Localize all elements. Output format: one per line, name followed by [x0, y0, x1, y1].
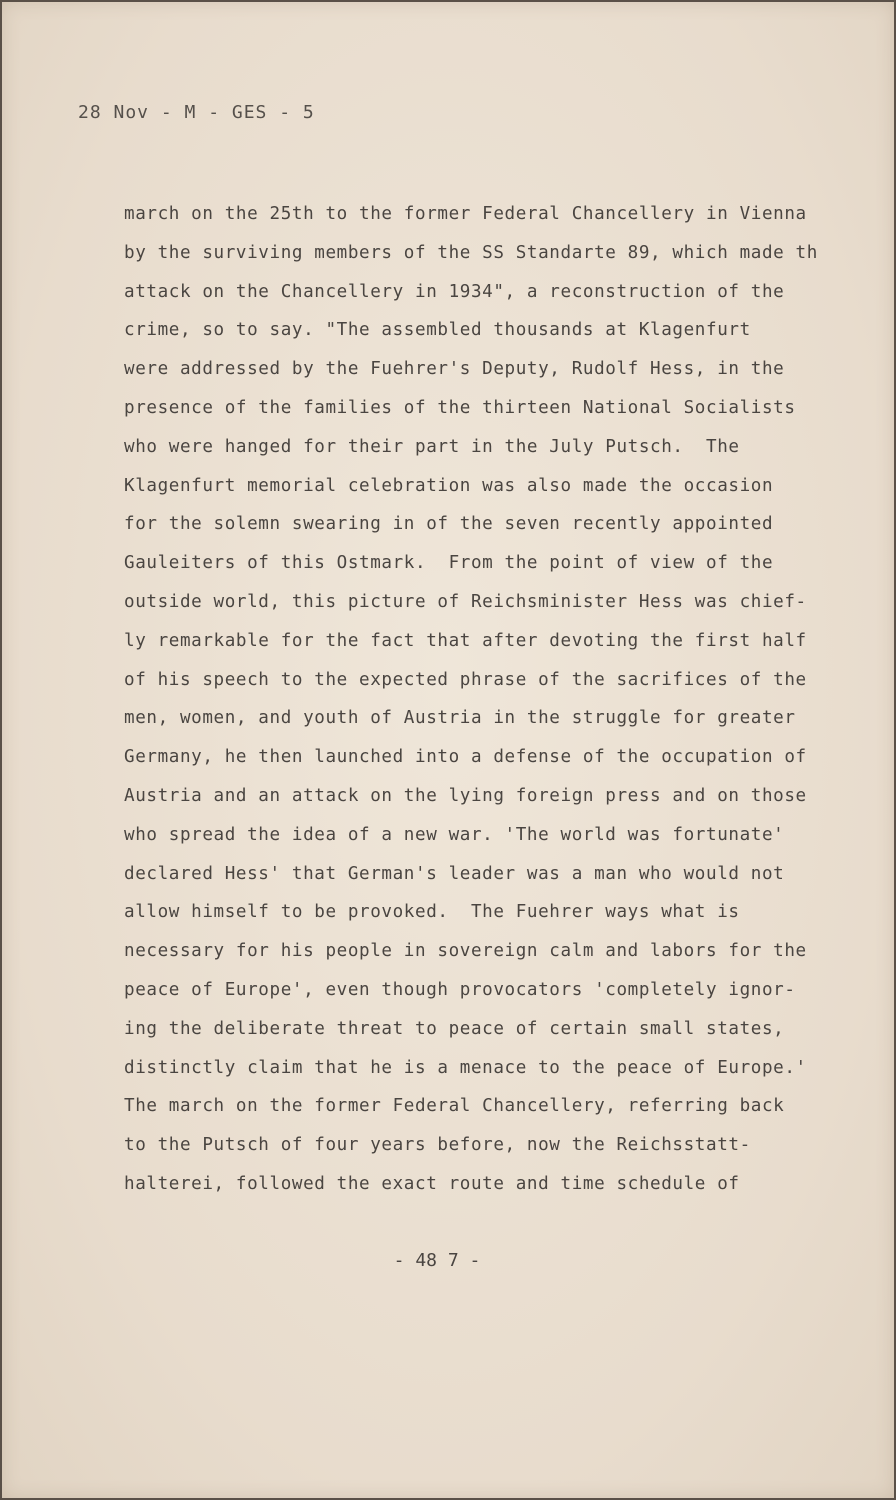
text-line: by the surviving members of the SS Standarte 89, which made th: [124, 242, 818, 263]
text-line: attack on the Chancellery in 1934", a reconstruction of the: [124, 281, 785, 302]
text-line: necessary for his people in sovereign calm and labors for the: [124, 941, 807, 962]
text-line: Klagenfurt memorial celebration was also made the occasion: [124, 475, 774, 496]
text-line: peace of Europe', even though provocators 'completely ignor-: [124, 979, 796, 1000]
text-line: to the Putsch of four years before, now the Reichsstatt-: [124, 1135, 751, 1156]
text-line: halterei, followed the exact route and time schedule of: [124, 1173, 740, 1194]
text-line: Gauleiters of this Ostmark. From the point of view of the: [124, 553, 774, 574]
body-text: [124, 195, 894, 1204]
text-line: Austria and an attack on the lying foreign press and on those: [124, 785, 807, 806]
text-line: declared Hess' that German's leader was a man who would not: [124, 863, 785, 884]
text-line: for the solemn swearing in of the seven recently appointed: [124, 514, 774, 535]
text-line: ly remarkable for the fact that after devoting the first half: [124, 630, 807, 651]
text-line: distinctly claim that he is a menace to the peace of Europe.': [124, 1057, 807, 1078]
text-line: outside world, this picture of Reichsminister Hess was chief-: [124, 591, 807, 612]
text-line: were addressed by the Fuehrer's Deputy, Rudolf Hess, in the: [124, 359, 785, 380]
text-line: crime, so to say. "The assembled thousands at Klagenfurt: [124, 320, 751, 341]
page-header: 28 Nov - M - GES - 5: [78, 102, 315, 123]
text-line: The march on the former Federal Chancellery, referring back: [124, 1096, 785, 1117]
text-line: who were hanged for their part in the July Putsch. The: [124, 436, 740, 457]
text-line: march on the 25th to the former Federal Chancellery in Vienna: [124, 204, 807, 224]
document-page: [2, 2, 894, 1498]
text-line: ing the deliberate threat to peace of certain small states,: [124, 1018, 785, 1039]
text-line: presence of the families of the thirteen National Socialists: [124, 397, 796, 418]
text-line: men, women, and youth of Austria in the struggle for greater: [124, 708, 796, 729]
text-line: who spread the idea of a new war. 'The world was fortunate': [124, 824, 785, 845]
text-line: Germany, he then launched into a defense of the occupation of: [124, 747, 807, 768]
text-line: allow himself to be provoked. The Fuehrer ways what is: [124, 902, 740, 923]
page-number: - 48 7 -: [393, 1250, 481, 1271]
text-line: of his speech to the expected phrase of the sacrifices of the: [124, 669, 807, 690]
